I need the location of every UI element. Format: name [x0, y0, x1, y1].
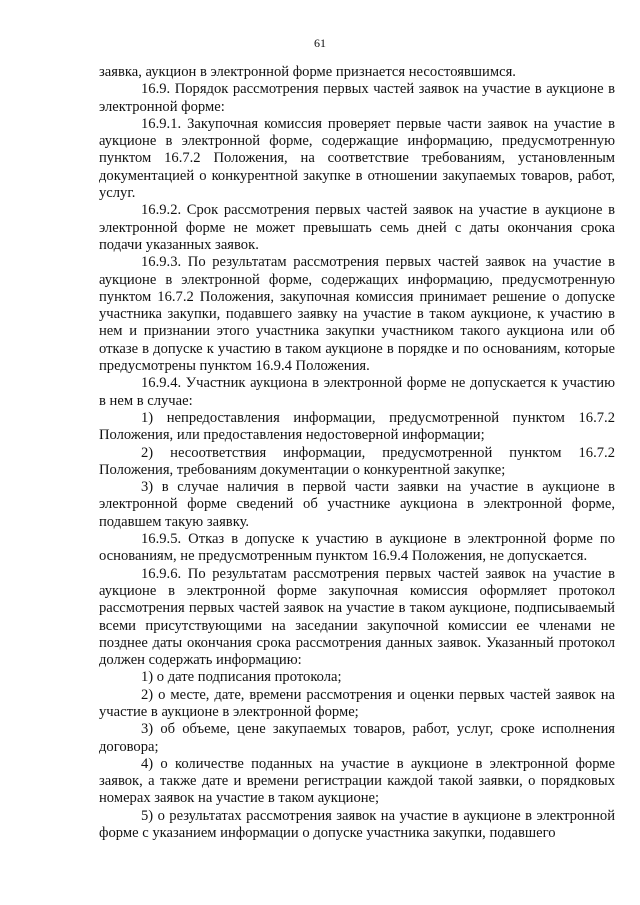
- document-body: [99, 64, 615, 842]
- paragraph: 16.9.1. Закупочная комиссия проверяет первые части заявок на участие в аукционе в электронной форме, содержащие информацию, предусмотренную пунктом 16.7.2 Положения, на соответствие требованиям, установленным документацией о конкурентной закупке в отношении закупаемых товаров, работ, услуг.: [99, 115, 615, 202]
- paragraph: заявка, аукцион в электронной форме признается несостоявшимся.: [99, 64, 516, 80]
- paragraph: 3) об объеме, цене закупаемых товаров, работ, услуг, сроке исполнения договора;: [99, 721, 615, 755]
- paragraph: 2) о месте, дате, времени рассмотрения и оценки первых частей заявок на участие в аукционе в электронной форме;: [99, 686, 615, 720]
- paragraph: 1) непредоставления информации, предусмотренной пунктом 16.7.2 Положения, или предоставления недостоверной информации;: [99, 409, 615, 444]
- paragraph: 16.9. Порядок рассмотрения первых частей заявок на участие в аукционе в электронной форме:: [99, 81, 615, 115]
- paragraph: 16.9.4. Участник аукциона в электронной форме не допускается к участию в нем в случае:: [99, 375, 615, 409]
- paragraph: 16.9.3. По результатам рассмотрения первых частей заявок на участие в аукционе в электронной форме, содержащих информацию, предусмотренную пунктом 16.7.2 Положения, закупочная комиссия принимает решение о допуске участника закупки, подавшего заявку на участие в таком аукционе, к участию в нем и признании этого участника закупки участником такого аукциона или об отказе в допуске к участию в таком аукционе в порядке и по основаниям, которые предусмотрены пунктом 16.9.4 Положения.: [99, 254, 615, 375]
- paragraph: 3) в случае наличия в первой части заявки на участие в аукционе в электронной форме сведений об участнике аукциона в электронной форме, подавшем такую заявку.: [99, 479, 615, 530]
- paragraph: 5) о результатах рассмотрения заявок на участие в аукционе в электронной форме с указанием информации о допуске участника закупки, подавшего: [99, 807, 615, 842]
- paragraph: 1) о дате подписания протокола;: [141, 669, 342, 686]
- paragraph: 16.9.2. Срок рассмотрения первых частей заявок на участие в аукционе в электронной форме не может превышать семь дней с даты окончания срока подачи указанных заявок.: [99, 202, 615, 253]
- paragraph: 16.9.6. По результатам рассмотрения первых частей заявок на участие в аукционе в электронной форме закупочная комиссия оформляет протокол рассмотрения первых частей заявок на участие в таком аукционе, подписываемый всеми присутствующими на заседании закупочной комиссии ее членами не позднее даты окончания срока рассмотрения данных заявок. Указанный протокол должен содержать информацию:: [99, 565, 615, 669]
- paragraph: 4) о количестве поданных на участие в аукционе в электронной форме заявок, а также дате и времени регистрации каждой такой заявки, о порядковых номерах заявок на участие в таком аукционе;: [99, 755, 615, 807]
- paragraph: 2) несоответствия информации, предусмотренной пунктом 16.7.2 Положения, требованиям документации о конкурентной закупке;: [99, 444, 615, 478]
- paragraph: 16.9.5. Отказ в допуске к участию в аукционе в электронной форме по основаниям, не предусмотренным пунктом 16.9.4 Положения, не допускается.: [99, 531, 615, 565]
- page-number: 61: [314, 36, 326, 50]
